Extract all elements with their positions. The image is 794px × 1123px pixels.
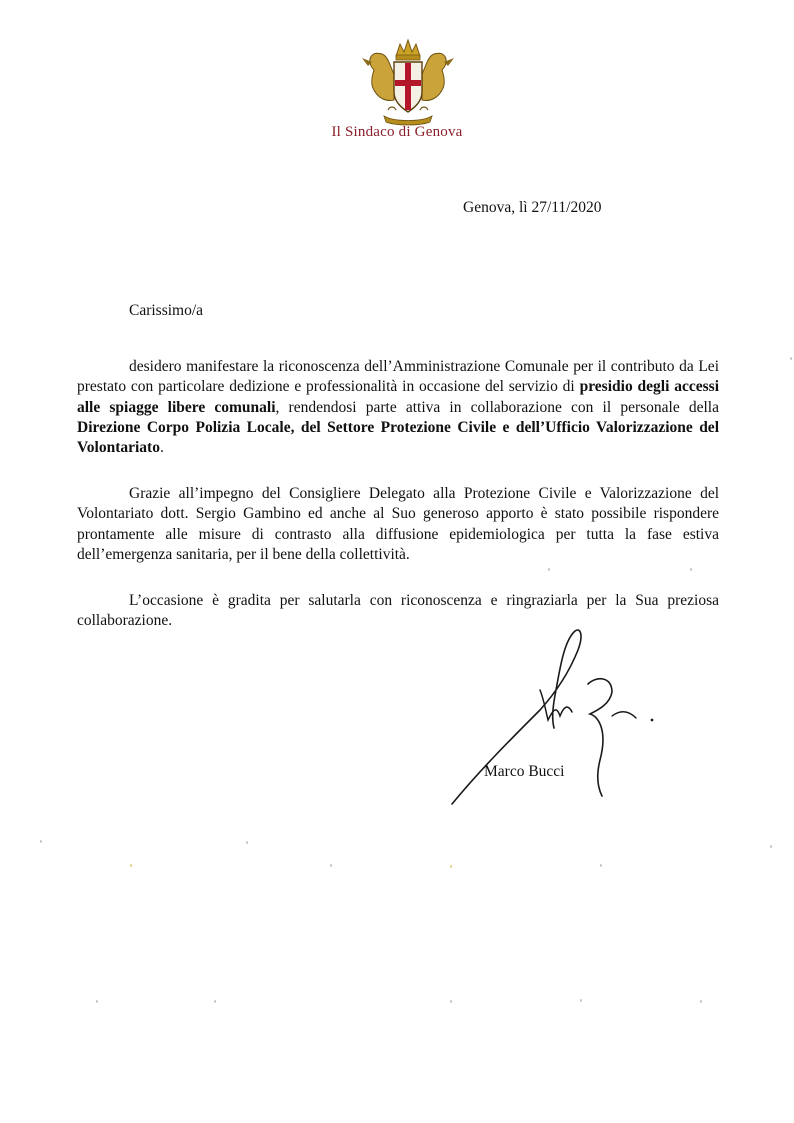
signatory-name: Marco Bucci [484,763,565,780]
handwritten-signature [440,620,670,810]
scan-speck [700,1000,702,1003]
scan-speck [214,1000,216,1003]
paragraph-text: desidero manifestare la riconoscenza dell’Amministrazione Comunale per il contributo da Lei prestato con particolare dedizione e professionalità in occasione del servizio di [77,358,719,396]
scan-speck [548,568,550,571]
dateline: Genova, lì 27/11/2020 [463,199,602,216]
scan-speck [246,841,248,844]
salutation: Carissimo/a [129,302,204,319]
scan-speck [600,864,602,867]
service-name: presidio degli accessi alle spiagge libere comunali [77,378,719,416]
departments-name: Direzione Corpo Polizia Locale, del Settore Protezione Civile e dell’Ufficio Valorizzazione del Volontariato [77,418,719,457]
scan-speck [130,864,132,867]
paragraph-text: . [159,439,164,457]
paragraph-gratitude [77,357,719,458]
paragraph-text: Grazie all’impegno del Consigliere Delegato alla Protezione Civile e Valorizzazione del Volontariato dott. Sergio Gambino ed anche al Suo generoso apporto è stato possibile rispondere prontamente alle misure di contrasto alla diffusione epidemiologica per tutta la fase estiva dell’emergenza sanitaria, per il bene della collettività. [77,485,719,563]
scan-speck [40,840,42,843]
paragraph-thanks [77,484,719,565]
scan-speck [690,568,692,571]
scan-speck [770,845,772,848]
scan-speck [580,999,582,1002]
scan-speck [96,1000,98,1003]
paragraph-text: L’occasione è gradita per salutarla con riconoscenza e ringraziarla per la Sua preziosa collaborazione. [77,592,719,630]
office-title: Il Sindaco di Genova [331,124,463,140]
paragraph-text: , rendendosi parte attiva in collaborazione con il personale della [275,398,719,416]
scan-speck [790,357,792,360]
scan-speck [450,1000,452,1003]
coat-of-arms-icon [360,36,456,128]
scan-speck [330,864,332,867]
scan-speck [450,865,452,868]
